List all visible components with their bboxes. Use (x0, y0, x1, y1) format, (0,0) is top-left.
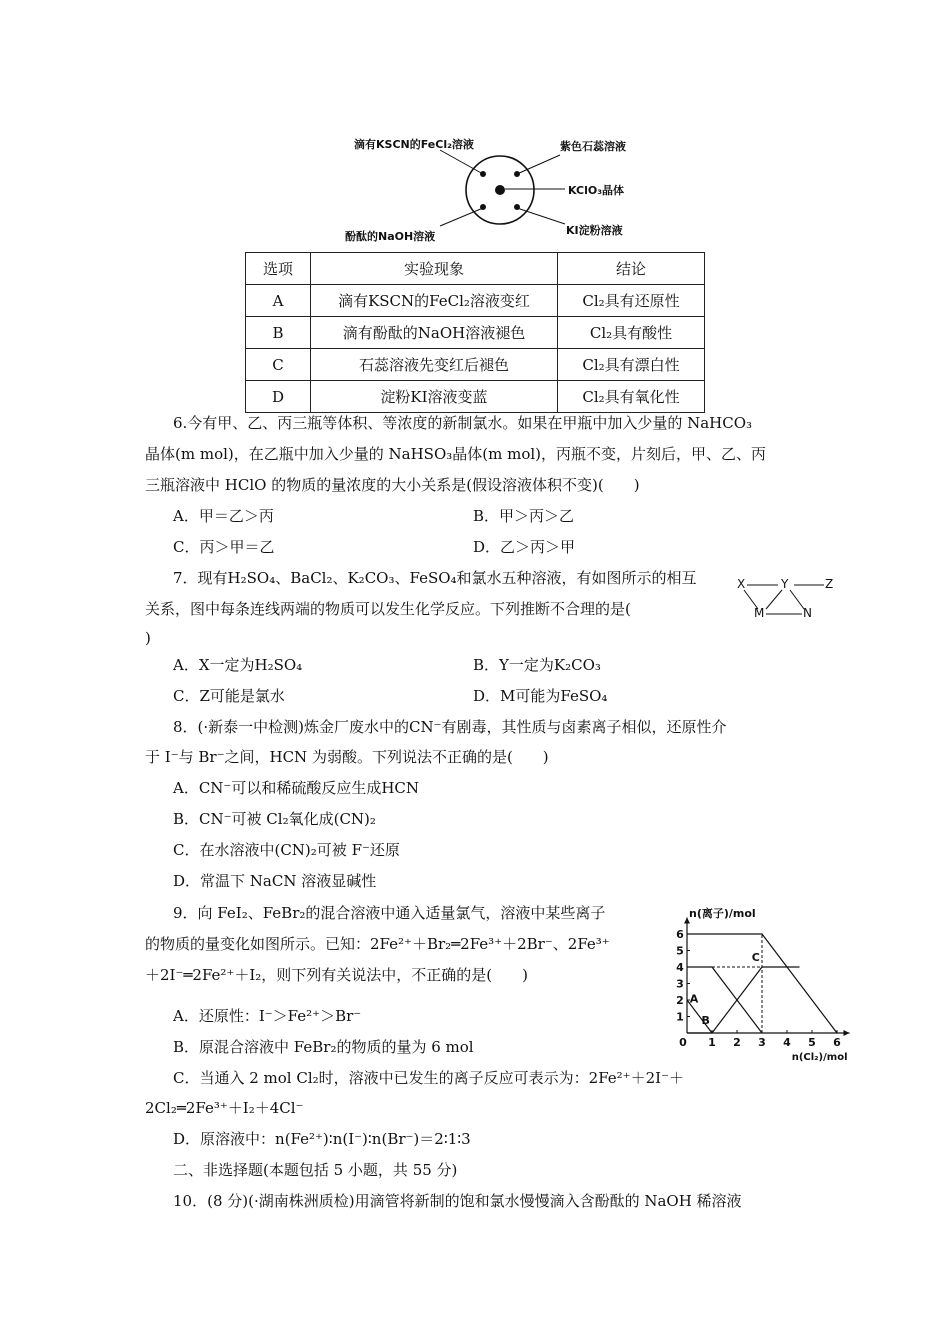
chart-labels (676, 906, 847, 1063)
table-row (246, 349, 705, 381)
label-kclo3: KClO₃晶体 (568, 184, 625, 197)
node-x: X (737, 577, 746, 591)
x-axis-arrow (844, 1030, 850, 1036)
y-tick-label: 3 (676, 977, 684, 991)
x-tick-label: 1 (708, 1036, 716, 1049)
node-n: N (803, 606, 812, 620)
table-cell: 滴有KSCN的FeCl₂溶液变红 (311, 285, 558, 317)
y-axis-label: n(离子)/mol (689, 907, 756, 920)
q6-option-d: D．乙＞丙＞甲 (473, 538, 576, 556)
q6-line3: 三瓶溶液中 HClO 的物质的量浓度的大小关系是(假设溶液体积不变)( ) (145, 476, 640, 494)
table-cell: B (246, 317, 311, 349)
q7-option-d: D．M可能为FeSO₄ (473, 687, 608, 705)
table-cell: Cl₂具有漂白性 (558, 349, 705, 381)
q8-option-a: A．CN⁻可以和稀硫酸反应生成HCN (173, 779, 420, 797)
q7-option-a: A．X一定为H₂SO₄ (173, 656, 303, 674)
q8-option-b: B．CN⁻可被 Cl₂氧化成(CN)₂ (173, 810, 376, 828)
label-litmus: 紫色石蕊溶液 (560, 140, 626, 153)
table-header-row (246, 253, 705, 285)
q7-option-b: B．Y一定为K₂CO₃ (473, 656, 601, 674)
q9-option-b: B．原混合溶液中 FeBr₂的物质的量为 6 mol (173, 1038, 474, 1056)
q7-line3: ) (145, 629, 151, 647)
q6-line2: 晶体(m mol)，在乙瓶中加入少量的 NaHSO₃晶体(m mol)，丙瓶不变，片刻后，甲、乙、丙 (145, 445, 767, 463)
table-cell: C (246, 349, 311, 381)
table-cell: Cl₂具有酸性 (558, 317, 705, 349)
y-tick-label: 4 (676, 961, 684, 974)
ion-chart (665, 900, 860, 1065)
q7-option-c: C．Z可能是氯水 (173, 687, 285, 705)
table-row (246, 317, 705, 349)
q9-line2: 的物质的量变化如图所示。已知：2Fe²⁺＋Br₂═2Fe³⁺＋2Br⁻、2Fe³⁺ (145, 935, 610, 953)
node-z: Z (825, 577, 834, 591)
apparatus-pointers (0, 0, 950, 260)
label-fecl2: 滴有KSCN的FeCl₂溶液 (354, 138, 474, 151)
q6-option-b: B．甲＞丙＞乙 (473, 507, 575, 525)
q8-option-d: D．常温下 NaCN 溶液显碱性 (173, 872, 377, 890)
table-cell: Cl₂具有还原性 (558, 285, 705, 317)
node-m: M (754, 606, 765, 620)
q8-option-c: C．在水溶液中(CN)₂可被 F⁻还原 (173, 841, 400, 859)
table-cell: Cl₂具有氧化性 (558, 381, 705, 413)
q9-option-c-line2: 2Cl₂═2Fe³⁺＋I₂＋4Cl⁻ (145, 1099, 304, 1117)
options-table (245, 252, 705, 413)
x-tick-label: 6 (833, 1036, 841, 1049)
q6-line1: 6.今有甲、乙、丙三瓶等体积、等浓度的新制氯水。如果在甲瓶中加入少量的 NaHCO₃ (173, 414, 753, 432)
q9-option-c-line1: C．当通入 2 mol Cl₂时，溶液中已发生的离子反应可表示为：2Fe²⁺＋2I⁻＋ (173, 1069, 684, 1087)
x-tick-label: 3 (758, 1036, 766, 1049)
q7-line1: 7．现有H₂SO₄、BaCl₂、K₂CO₃、FeSO₄和氯水五种溶液，有如图所示的相互 (173, 569, 697, 587)
q9-line3: ＋2I⁻═2Fe²⁺＋I₂，则下列有关说法中，不正确的是( ) (145, 966, 529, 984)
label-ki-starch: KI淀粉溶液 (566, 224, 623, 237)
y-tick-label: 5 (676, 944, 684, 958)
q10-line1: 10．(8 分)(·湖南株洲质检)用滴管将新制的饱和氯水慢慢滴入含酚酞的 NaOH 稀溶液 (173, 1192, 742, 1210)
table-header: 实验现象 (311, 253, 558, 285)
label-naoh-phenolphthalein: 酚酞的NaOH溶液 (345, 230, 436, 243)
q7-line2: 关系，图中每条连线两端的物质可以发生化学反应。下列推断不合理的是( (145, 600, 631, 618)
q6-option-c: C．丙＞甲＝乙 (173, 538, 275, 556)
q9-option-d: D．原溶液中：n(Fe²⁺)∶n(I⁻)∶n(Br⁻)＝2∶1∶3 (173, 1130, 471, 1148)
y-tick-label: 1 (676, 1010, 684, 1024)
q9-option-a: A．还原性：I⁻＞Fe²⁺＞Br⁻ (173, 1007, 362, 1025)
x-axis-label: n(Cl₂)/mol (791, 1052, 848, 1063)
q6-option-a: A．甲＝乙＞丙 (173, 507, 274, 525)
q8-line1: 8．(·新泰一中检测)炼金厂废水中的CN⁻有剧毒，其性质与卤素离子相似，还原性介 (173, 718, 727, 736)
annotation-a: A (689, 992, 699, 1006)
y-tick-label: 6 (676, 928, 684, 941)
table-header: 选项 (246, 253, 311, 285)
table-row (246, 285, 705, 317)
section-2-heading: 二、非选择题(本题包括 5 小题，共 55 分) (173, 1161, 458, 1179)
node-y: Y (781, 577, 789, 591)
q8-line2: 于 I⁻与 Br⁻之间，HCN 为弱酸。下列说法不正确的是( ) (145, 748, 549, 766)
x-tick-label: 0 (679, 1036, 687, 1049)
table-cell: 淀粉KI溶液变蓝 (311, 381, 558, 413)
table-header: 结论 (558, 253, 705, 285)
annotation-b: B (701, 1013, 710, 1027)
table-row (246, 381, 705, 413)
y-tick-label: 2 (676, 994, 684, 1007)
q9-line1: 9．向 FeI₂、FeBr₂的混合溶液中通入适量氯气，溶液中某些离子 (173, 904, 606, 922)
table-cell: 滴有酚酞的NaOH溶液褪色 (311, 317, 558, 349)
x-tick-label: 4 (783, 1036, 791, 1049)
table-cell: D (246, 381, 311, 413)
annotation-c: C (751, 951, 760, 965)
x-tick-label: 5 (808, 1036, 816, 1049)
table-cell: 石蕊溶液先变红后褪色 (311, 349, 558, 381)
x-tick-label: 2 (733, 1036, 741, 1049)
table-cell: A (246, 285, 311, 317)
